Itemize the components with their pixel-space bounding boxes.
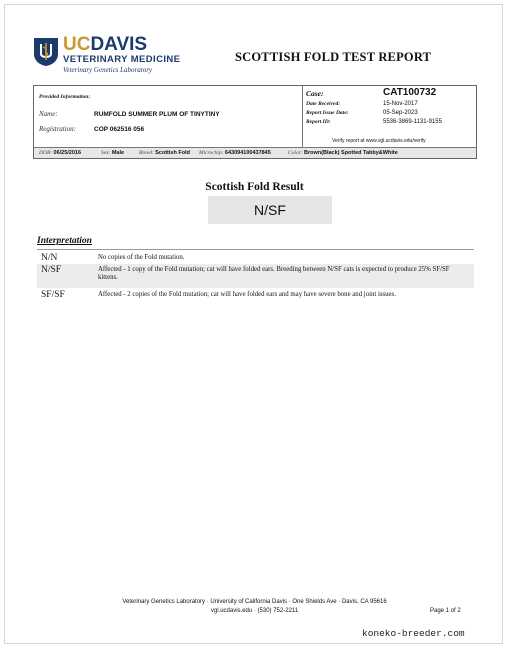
divider <box>302 86 303 147</box>
color-field: Color: Brown(Black) Spotted Tabby&White <box>288 150 398 156</box>
verify-link[interactable]: Verify report at www.vgl.ucdavis.edu/verify <box>332 138 426 144</box>
page-number: Page 1 of 2 <box>430 608 461 614</box>
result-value: N/SF <box>208 196 332 224</box>
genotype-description: No copies of the Fold mutation. <box>98 254 185 261</box>
interpretation-row <box>37 289 474 303</box>
genotype: N/N <box>41 253 58 263</box>
genotype: SF/SF <box>41 290 65 300</box>
watermark: koneko-breeder.com <box>362 628 465 639</box>
footer-contact: vgl.ucdavis.edu · (530) 752-2211 <box>210 608 299 614</box>
provided-information-box <box>33 85 477 159</box>
interpretation-heading: Interpretation <box>37 236 92 246</box>
ucdavis-logo <box>33 34 203 77</box>
divider <box>37 249 474 250</box>
name-label: Name: <box>39 110 58 118</box>
date-received-value: 15-Nov-2017 <box>383 101 418 107</box>
date-received-label: Date Received: <box>306 101 341 107</box>
genotype-description: Affected - 1 copy of the Fold mutation; cat will have folded ears. Breeding between N/SF cats is expected to produce 25% SF/SF kittens. <box>98 266 450 282</box>
logo-school: VETERINARY MEDICINE <box>63 54 181 65</box>
logo-wordmark: UCDAVIS <box>63 34 148 55</box>
case-number: CAT100732 <box>383 87 437 98</box>
shield-icon <box>33 37 59 67</box>
sex-field: Sex: Male <box>101 150 125 156</box>
report-id-value: 5536-3869-1131-9155 <box>383 119 442 125</box>
registration-value: COP 062516 056 <box>94 126 145 133</box>
interpretation-row <box>37 264 474 288</box>
footer-address: Veterinary Genetics Laboratory · University of California Davis · One Shields Ave · Davis, CA 95616 <box>122 599 387 605</box>
provided-information-label: Provided Information: <box>39 94 91 100</box>
animal-details-bar <box>34 148 476 158</box>
registration-label: Registration: <box>39 125 76 133</box>
breed-field: Breed: Scottish Fold <box>139 150 190 156</box>
logo-lab: Veterinary Genetics Laboratory <box>63 66 153 74</box>
microchip-field: Microchip: 643094100437845 <box>199 150 271 156</box>
report-id-label: Report ID: <box>306 119 331 125</box>
result-title: Scottish Fold Result <box>205 181 304 193</box>
interpretation-row <box>37 252 474 264</box>
issue-date-value: 05-Sep-2023 <box>383 110 418 116</box>
genotype-description: Affected - 2 copies of the Fold mutation; cat will have folded ears and may have severe bone and joint issues. <box>98 291 396 298</box>
genotype: N/SF <box>41 265 62 275</box>
cat-name: RUMFOLD SUMMER PLUM OF TINYTINY <box>94 111 220 118</box>
dob-field: DOB: 06/25/2016 <box>39 150 82 156</box>
case-label: Case: <box>306 89 324 98</box>
report-title: SCOTTISH FOLD TEST REPORT <box>235 50 432 64</box>
issue-date-label: Report Issue Date: <box>306 110 349 116</box>
